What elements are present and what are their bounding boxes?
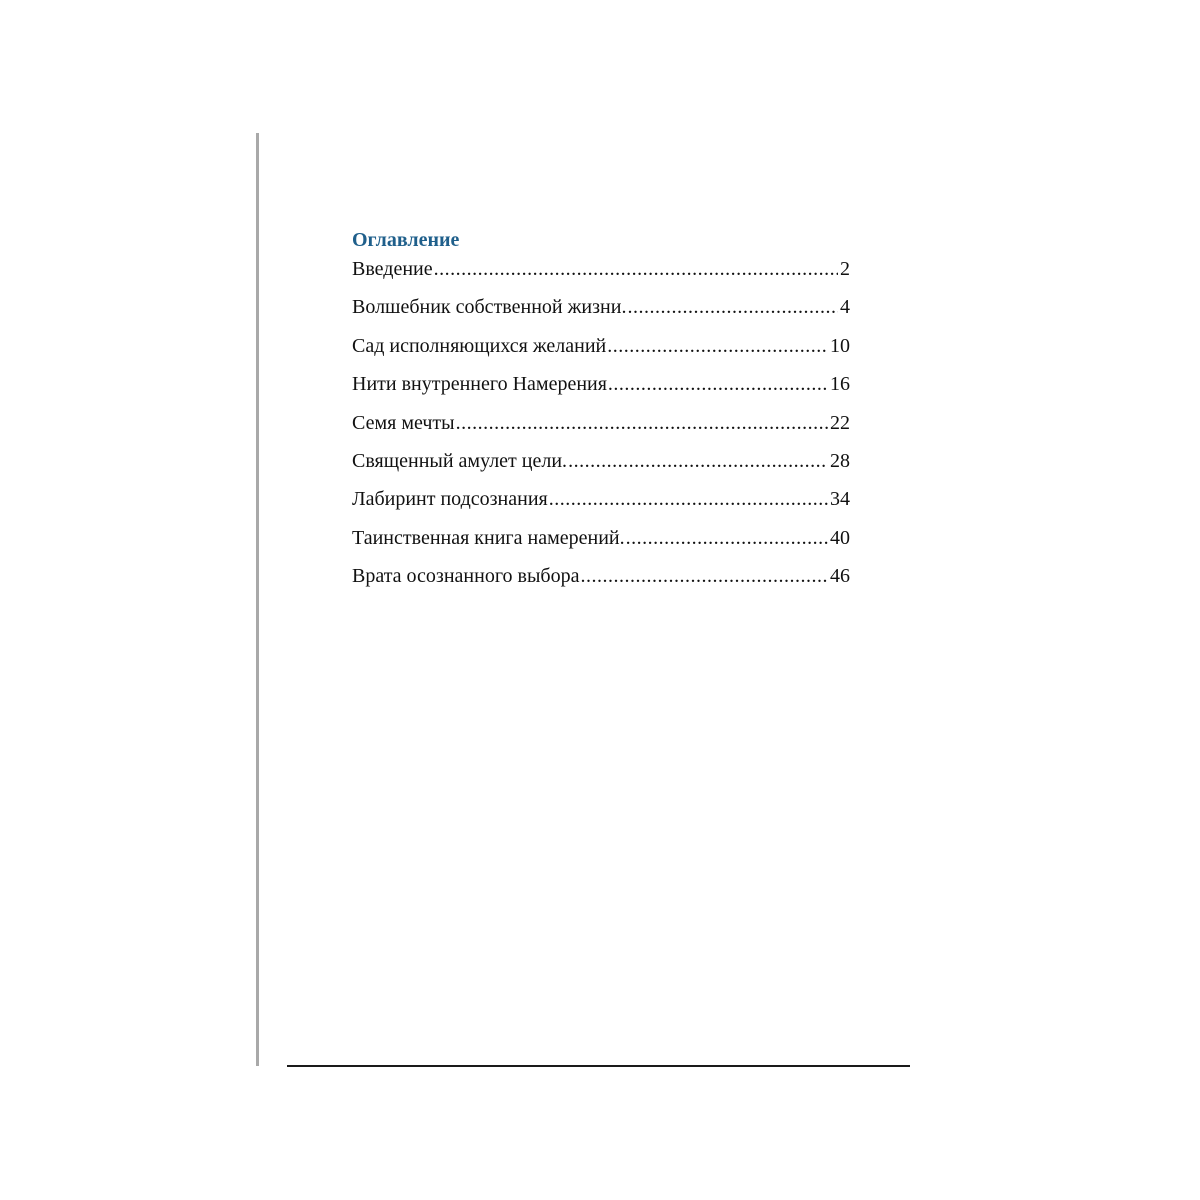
toc-dot-leader	[580, 561, 828, 591]
toc-list	[352, 254, 850, 600]
toc-entry-page: 10	[830, 334, 850, 357]
toc-entry[interactable]	[352, 369, 850, 407]
toc-entry-title: Таинственная книга намерений.	[352, 526, 625, 549]
footer-rule	[287, 1065, 910, 1067]
toc-dot-leader	[568, 446, 828, 476]
toc-entry-page: 28	[830, 449, 850, 472]
toc-heading: Оглавление	[352, 229, 460, 251]
toc-entry-page: 16	[830, 373, 850, 396]
toc-entry-page: 22	[830, 411, 850, 434]
toc-dot-leader	[456, 408, 828, 438]
toc-entry-title: Волшебник собственной жизни.	[352, 296, 627, 319]
toc-entry-page: 46	[830, 565, 850, 588]
toc-dot-leader	[434, 254, 838, 284]
toc-entry[interactable]	[352, 484, 850, 522]
toc-entry[interactable]	[352, 331, 850, 369]
toc-entry[interactable]	[352, 292, 850, 330]
toc-dot-leader	[627, 292, 838, 322]
toc-entry[interactable]	[352, 254, 850, 292]
toc-entry-page: 34	[830, 488, 850, 511]
toc-dot-leader	[607, 331, 828, 361]
toc-entry-title: Сад исполняющихся желаний	[352, 334, 607, 357]
toc-entry-title: Священный амулет цели.	[352, 449, 568, 472]
toc-entry[interactable]	[352, 408, 850, 446]
toc-entry[interactable]	[352, 446, 850, 484]
toc-dot-leader	[549, 484, 828, 514]
left-margin-rule	[256, 133, 259, 1066]
toc-entry[interactable]	[352, 523, 850, 561]
toc-entry-title: Врата осознанного выбора	[352, 565, 580, 588]
toc-entry-title: Семя мечты	[352, 411, 455, 434]
toc-entry[interactable]	[352, 561, 850, 599]
toc-entry-page: 2	[840, 258, 850, 280]
toc-dot-leader	[626, 523, 828, 553]
toc-entry-title: Введение	[352, 258, 433, 280]
toc-entry-title: Нити внутреннего Намерения	[352, 373, 607, 396]
table-of-contents	[352, 226, 850, 600]
toc-entry-title: Лабиринт подсознания	[352, 488, 548, 511]
toc-entry-page: 40	[830, 526, 850, 549]
toc-entry-page: 4	[840, 296, 850, 319]
toc-dot-leader	[608, 369, 828, 399]
